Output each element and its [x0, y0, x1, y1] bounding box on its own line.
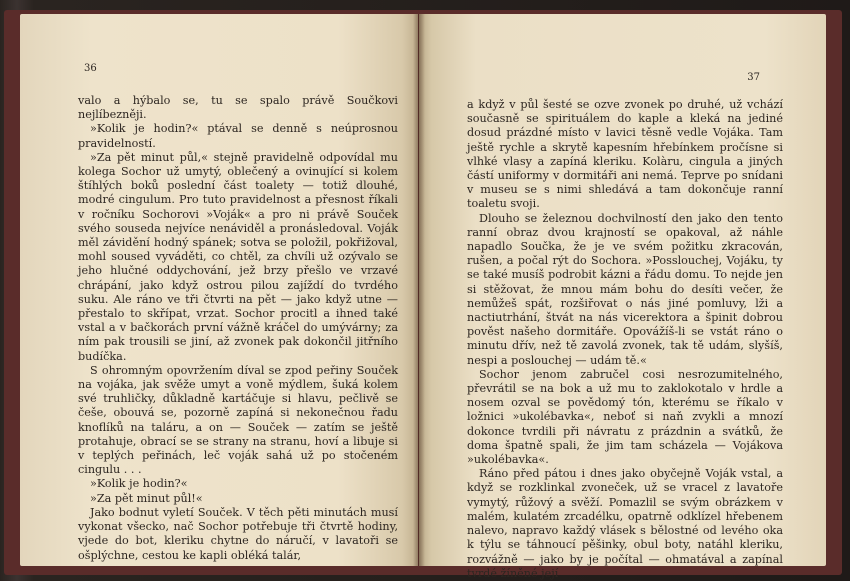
right-page — [419, 14, 826, 580]
right-page-text — [467, 98, 783, 581]
paragraph: Ráno před pátou i dnes jako obyčejně Voják vstal, a když se rozklinkal zvoneček, už se vracel z lavatoře vymytý, růžový a svěží. Pomazlil se svým obrázkem v malém, kulatém zrcadélku, opatrně odklízel hřebenem nalevo, napravo každý vlásek s bělostné od levého oka k týlu se táhnoucí pěšinky, obul boty, natáhl kleriku, rozvážně — jako by je počítal — ohmatával a zapínal tvrdé žíněné její — [467, 467, 783, 580]
paragraph: Dlouho se železnou dochvilností den jako den tento ranní obraz dvou krajností se opakoval, až náhle napadlo Součka, že je ve svém požitku zkracován, rušen, a počal rýt do Sochora. »Posslouchej, Vojáku, ty se také musíš podrobit kázni a řádu domu. To nejde jen si stěžovat, že mnou mám bohu do desíti večer, že nemůžeš spát, rozšiřovat o nás jiné pomluvy, lži a nactiutrhání, štvát na nás vicerektora a špinit dobrou pověst našeho dormitáře. Opovážíš-li se vstát ráno o minutu dřív, než tě zavolá zvonek, tak tě udám, slyšíš, nespi a poslouchej — udám tě.« — [467, 211, 783, 367]
paragraph: »Kolik je hodin?« ptával se denně s neúprosnou pravidelností. — [78, 122, 398, 150]
paragraph: Jako bodnut vyletí Souček. V těch pěti minutách musí vykonat všecko, nač Sochor potřebuje tři čtvrtě hodiny, vjede do bot, kleriku chytne do náručí, v lavatoři se ošplýchne, cestou ke kapli obléká talár, — [78, 505, 398, 562]
paragraph: »Za pět minut půl!« — [90, 491, 203, 505]
paragraph: a když v půl šesté se ozve zvonek po druhé, už vchází současně se spirituálem do kaple a kleká na jediné dosud prázdné místo v lavici těsně vedle Vojáka. Tam ještě rychle a skrytě kapesním hřebínkem pročísne si vlhké vlasy a zapíná kleriku. Kolàru, cingula a jiných částí uniformy v dormitáři ani nemá. Teprve po snídani v museu se s nimi shledává a tam dokončuje ranní toaletu svoji. — [467, 98, 783, 211]
left-page — [20, 14, 418, 566]
book-gutter — [413, 14, 425, 566]
paragraph: »Za pět minut půl,« stejně pravidelně odpovídal mu kolega Sochor už umytý, oblečený a ovinující si kolem štíhlých boků poslední část toalety — totiž dlouhé, modré cingulum. Pro tuto pravidelnost a přesnost říkali v ročníku Sochorovi »Voják« a pro ni právě Souček svého souseda nejvíce nenáviděl a pronásledoval. Voják měl závidění hodný spánek; sotva se položil, pokřižoval, mohl soused vyváděti, co chtěl, za chvíli už ozývalo se jeho hlučné oddychování, jež brzy přešlo ve vrzavé chrápání, jako když ostrou pilou zajíždí do tvrdého suku. Ale ráno ve tři čtvrti na pět — jako když utne — přestalo to skřípat, vrzat. Sochor procitl a ihned také vstal a v bačkorách první vážně kráčel do umývárny; za ním pak trousili se jiní, až zvonek pak dokončil jitřního budíčka. — [78, 150, 398, 363]
paragraph: S ohromným opovržením díval se zpod peřiny Souček na vojáka, jak svěže umyt a voně mýdlem, šuká kolem své truhličky, důkladně kartáčuje si hlavu, pečlivě se češe, obouvá se, pozorně zapíná si nekonečnou řadu knoflíků na taláru, a on — Souček — zatím se ještě protahuje, obrací se se strany na stranu, hoví a libuje si v teplých peřinách, leč voják sahá už po stočeném cingulu . . . — [78, 363, 398, 477]
left-page-text — [78, 94, 398, 563]
left-page-number: 36 — [84, 63, 97, 74]
paragraph: valo a hýbalo se, tu se spalo právě Součkovi nejlíbezněji. — [78, 94, 398, 122]
right-page-number: 37 — [747, 72, 760, 83]
paragraph: »Kolik je hodin?« — [90, 477, 188, 491]
paragraph: Sochor jenom zabručel cosi nesrozumitelného, převrátil se na bok a už mu to zaklokotalo v hrdle a nosem ozval se povědomý tón, kterému se říkalo v ložnici »ukolébavka«, neboť si naň zvykli a mnozí dokonce tvrdili při návratu z prázdnin a svátků, že doma špatně spali, že jim tam scházela — Vojákova »ukolébavka«. — [467, 367, 783, 467]
